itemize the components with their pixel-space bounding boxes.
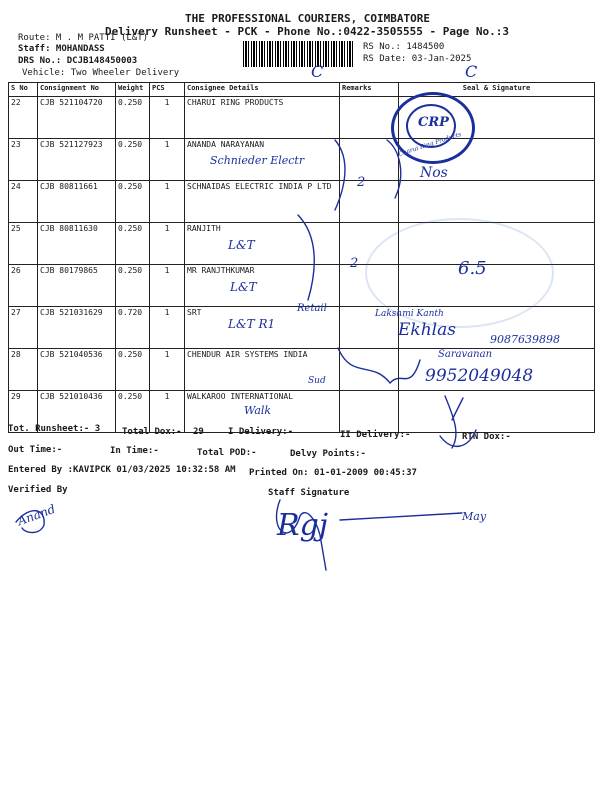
cell-sno: 22 (9, 97, 38, 139)
cell-weight: 0.250 (116, 223, 150, 265)
in-time: In Time:- (110, 446, 159, 456)
col-sno: S No (9, 83, 38, 97)
rs-date: RS Date: 03-Jan-2025 (363, 54, 472, 64)
cell-weight: 0.250 (116, 391, 150, 433)
runsheet-title: Delivery Runsheet - PCK - Phone No.:0422-3505555 - Page No.:3 (105, 25, 509, 38)
cell-pcs: 1 (150, 181, 185, 223)
drs-number: DRS No.: DCJB148450003 (18, 56, 138, 66)
phone-row28-b: 9952049048 (425, 366, 534, 386)
barcode (243, 41, 355, 67)
cell-pcs: 1 (150, 139, 185, 181)
col-remarks: Remarks (340, 83, 399, 97)
signature-row24: Nos (420, 165, 448, 181)
cell-consignment: CJB 521010436 (38, 391, 116, 433)
handwritten-note-row26: L&T (230, 280, 257, 294)
cell-consignee: MR RANJTHKUMAR (185, 265, 340, 307)
cell-signature (399, 181, 595, 223)
col-pcs: PCS (150, 83, 185, 97)
cell-consignment: CJB 521104720 (38, 97, 116, 139)
phone-row28-a: 9087639898 (490, 333, 560, 346)
col-consignee: Consignee Details (185, 83, 340, 97)
side-note-row29: Sud (308, 376, 326, 386)
name-row28: Saravanan (438, 349, 493, 360)
may-note: May (462, 510, 487, 523)
name-row27: Lakshmi Kanth (375, 309, 444, 319)
cell-consignment: CJB 521031629 (38, 307, 116, 349)
cell-weight: 0.720 (116, 307, 150, 349)
ii-delivery: II Delivery:- (340, 430, 411, 440)
cell-sno: 28 (9, 349, 38, 391)
seal-initials: CRP (418, 115, 449, 130)
handwritten-note-row27: L&T R1 (228, 317, 276, 331)
col-weight: Weight (116, 83, 150, 97)
table-header-row (9, 83, 595, 97)
cell-consignee: WALKAROO INTERNATIONAL (185, 391, 340, 433)
col-signature: Seal & Signature (399, 83, 595, 97)
i-delivery: I Delivery:- (228, 427, 294, 437)
total-dox-value: 29 (193, 427, 204, 437)
cell-remarks (340, 139, 399, 181)
cell-weight: 0.250 (116, 97, 150, 139)
seal-text: Charui Ring Products (397, 131, 463, 158)
vehicle: Vehicle: Two Wheeler Delivery (22, 68, 180, 78)
tot-runsheet: Tot. Runsheet:- 3 (8, 424, 101, 434)
col-consignment: Consignment No (38, 83, 116, 97)
cell-consignee: CHARUI RING PRODUCTS (185, 97, 340, 139)
staff: Staff: MOHANDASS (18, 44, 105, 54)
c-mark-2: C (465, 62, 478, 81)
amount-row25: 6.5 (458, 258, 487, 279)
remark-row24: 2 (357, 175, 366, 190)
cell-weight: 0.250 (116, 265, 150, 307)
cell-remarks (340, 391, 399, 433)
cell-consignment: CJB 80811630 (38, 223, 116, 265)
handwritten-note-row25: L&T (228, 238, 255, 252)
cell-pcs: 1 (150, 307, 185, 349)
table-row (9, 181, 595, 223)
cell-pcs: 1 (150, 391, 185, 433)
cell-remarks (340, 349, 399, 391)
cell-pcs: 1 (150, 349, 185, 391)
cell-consignment: CJB 521040536 (38, 349, 116, 391)
cell-consignee: SRT (185, 307, 340, 349)
cell-sno: 29 (9, 391, 38, 433)
cell-consignment: CJB 521127923 (38, 139, 116, 181)
delvy-points: Delvy Points:- (290, 449, 366, 459)
staff-signature-label: Staff Signature (268, 488, 350, 498)
out-time: Out Time:- (8, 445, 63, 455)
cell-remarks (340, 181, 399, 223)
remark-row26: 2 (350, 256, 359, 271)
cell-sno: 26 (9, 265, 38, 307)
cell-consignee: RANJITH (185, 223, 340, 265)
cell-pcs: 1 (150, 97, 185, 139)
cell-sno: 23 (9, 139, 38, 181)
cell-consignee: ANANDA NARAYANAN (185, 139, 340, 181)
cell-sno: 27 (9, 307, 38, 349)
signature-row27: Ekhlas (398, 320, 456, 340)
cell-sno: 24 (9, 181, 38, 223)
staff-signature-dash (340, 513, 462, 520)
c-mark-1: C (311, 62, 324, 81)
cell-pcs: 1 (150, 265, 185, 307)
staff-signature: Rgj (277, 508, 329, 543)
total-pod: Total POD:- (197, 448, 257, 458)
cell-consignee: SCHNAIDAS ELECTRIC INDIA P LTD (185, 181, 340, 223)
printed-on: Printed On: 01-01-2009 00:45:37 (249, 468, 417, 478)
company-name: THE PROFESSIONAL COURIERS, COIMBATORE (185, 12, 431, 25)
retail-note-row27: Retail (297, 303, 327, 314)
rs-number: RS No.: 1484500 (363, 42, 445, 52)
cell-consignee: CHENDUR AIR SYSTEMS INDIA (185, 349, 340, 391)
table-row (9, 97, 595, 139)
verified-by: Verified By (8, 485, 68, 495)
cell-sno: 25 (9, 223, 38, 265)
route: Route: M . M PATTI (L&T) (18, 33, 149, 43)
verified-initials: Anand (15, 501, 58, 529)
cell-remarks (340, 97, 399, 139)
cell-consignment: CJB 80811661 (38, 181, 116, 223)
cell-signature (399, 391, 595, 433)
handwritten-note-row23: Schnieder Electr (210, 154, 305, 167)
total-dox-label: Total Dox:- (122, 427, 182, 437)
cell-weight: 0.250 (116, 181, 150, 223)
rtn-dox: RTN Dox:- (462, 432, 511, 442)
cell-pcs: 1 (150, 223, 185, 265)
cell-consignment: CJB 80179865 (38, 265, 116, 307)
cell-weight: 0.250 (116, 139, 150, 181)
handwritten-note-row29: Walk (244, 404, 272, 417)
cell-weight: 0.250 (116, 349, 150, 391)
entered-by: Entered By :KAVIPCK 01/03/2025 10:32:58 AM (8, 465, 236, 475)
